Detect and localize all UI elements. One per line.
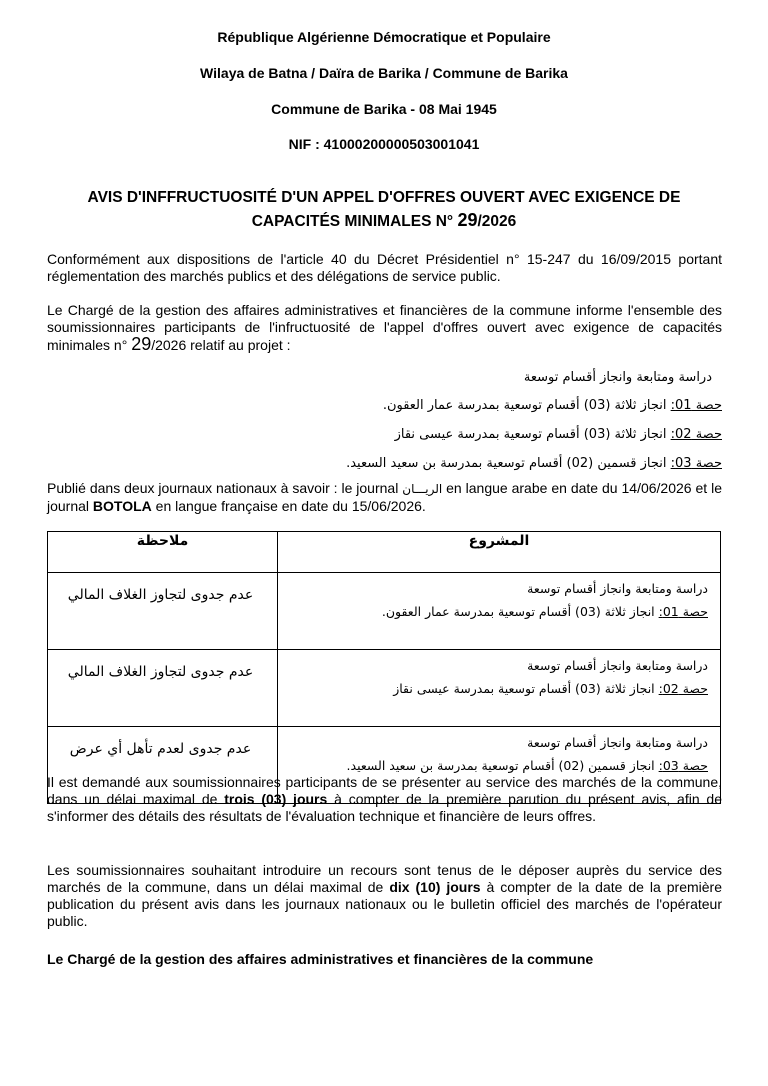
- project-cell: [278, 650, 721, 727]
- lot-description: انجاز قسمين (02) أقسام توسعية بمدرسة بن سعيد السعيد.: [346, 456, 671, 471]
- row-lot-text: انجاز قسمين (02) أقسام توسعية بمدرسة بن سعيد السعيد.: [346, 758, 659, 773]
- row-lot-text: انجاز ثلاثة (03) أقسام توسعية بمدرسة عمار العقون.: [381, 604, 659, 619]
- legal-reference-paragraph: Conformément aux dispositions de l'article 40 du Décret Présidentiel n° 15-247 du 16/09/2015 portant réglementation des marchés publics et des délégations de service public.: [47, 251, 722, 284]
- row-project-title: دراسة ومتابعة وانجاز أقسام توسعة: [527, 658, 708, 673]
- header-nif: NIF : 41000200000503001041: [288, 136, 480, 152]
- header-note: ملاحظة: [48, 532, 278, 573]
- journal-arabic-name: الريـــان: [402, 482, 443, 496]
- publication-text-a: Publié dans deux journaux nationaux à savoir : le journal: [47, 480, 403, 496]
- announcement-paragraph: [47, 302, 722, 354]
- row-lot: [282, 677, 708, 700]
- appeal-text-b: à compter de la date de la première publication du présent avis dans les journaux nationaux ou le bulletin officiel des marchés de l'opérateur public.: [47, 879, 723, 929]
- row-lot-text: انجاز ثلاثة (03) أقسام توسعية بمدرسة عيسى نقاز: [393, 681, 659, 696]
- signature-line: Le Chargé de la gestion des affaires administratives et financières de la commune: [47, 951, 594, 967]
- project-lot-2: [395, 427, 722, 442]
- notice-title-prefix: CAPACITÉS MINIMALES N°: [251, 213, 458, 230]
- project-title: دراسة ومتابعة وانجاز أقسام توسعة: [523, 370, 712, 385]
- appeal-deadline: dix (10) jours: [389, 879, 481, 895]
- appeal-paragraph: [47, 862, 722, 930]
- header-commune: Commune de Barika - 08 Mai 1945: [271, 101, 497, 117]
- notice-title-line2: [40, 209, 728, 233]
- lot-label: حصة 01:: [670, 398, 722, 413]
- journal-french-name: BOTOLA: [92, 498, 152, 514]
- project-cell: [278, 573, 721, 650]
- lot-label: حصة 03:: [670, 456, 722, 471]
- row-lot: [282, 600, 708, 623]
- lot-description: انجاز ثلاثة (03) أقسام توسعية بمدرسة عيسى نقاز: [394, 427, 671, 442]
- announcement-text-a: Le Chargé de la gestion des affaires administratives et financières de la commune informe l'ensemble des soumissionnaires participants de l'infructuosité de l'appel d'offres ouvert avec exigence de capacités minimales n°: [47, 302, 722, 353]
- table-row: [48, 650, 721, 727]
- row-lot-label: حصة 03:: [658, 758, 708, 773]
- note-cell: عدم جدوى لعدم تأهل أي عرض: [48, 727, 278, 804]
- project-lot-3: [346, 456, 722, 471]
- results-table: [47, 531, 721, 804]
- header-wilaya: Wilaya de Batna / Daïra de Barika / Commune de Barika: [200, 65, 568, 81]
- info-paragraph: [47, 774, 722, 825]
- publication-text-c: en langue française en date du 15/06/2026.: [151, 498, 426, 514]
- info-text-a: Il est demandé aux soumissionnaires participants de se présenter au service des marchés de la commune, dans un délai maximal de: [47, 774, 722, 807]
- row-lot-label: حصة 02:: [658, 681, 708, 696]
- notice-number: 29: [457, 210, 478, 230]
- announcement-text-b: /2026 relatif au projet :: [151, 337, 291, 353]
- notice-title: [40, 187, 728, 233]
- note-cell: عدم جدوى لتجاوز الغلاف المالي: [48, 650, 278, 727]
- announcement-number: 29: [131, 334, 152, 354]
- table-header-row: [48, 532, 721, 573]
- row-lot-label: حصة 01:: [658, 604, 708, 619]
- notice-year: /2026: [477, 213, 517, 230]
- publication-paragraph: [47, 480, 722, 515]
- row-project-title: دراسة ومتابعة وانجاز أقسام توسعة: [527, 581, 708, 596]
- lot-description: انجاز ثلاثة (03) أقسام توسعية بمدرسة عمار العقون.: [382, 398, 671, 413]
- appeal-text-a: Les soumissionnaires souhaitant introduire un recours sont tenus de le déposer auprès du service des marchés de la commune, dans un délai maximal de: [47, 862, 722, 895]
- project-lot-1: [383, 398, 722, 413]
- lot-label: حصة 02:: [670, 427, 722, 442]
- table-row: [48, 573, 721, 650]
- publication-text-b: en langue arabe en date du 14/06/2026 et le journal: [47, 480, 722, 514]
- info-deadline: trois (03) jours: [224, 791, 328, 807]
- row-project-title: دراسة ومتابعة وانجاز أقسام توسعة: [527, 735, 708, 750]
- header-republic: République Algérienne Démocratique et Populaire: [217, 29, 551, 45]
- header-project: المشروع: [278, 532, 721, 573]
- notice-title-line1: AVIS D'INFFRUCTUOSITÉ D'UN APPEL D'OFFRES OUVERT AVEC EXIGENCE DE: [87, 189, 681, 206]
- note-cell: عدم جدوى لتجاوز الغلاف المالي: [48, 573, 278, 650]
- info-text-b: à compter de la première parution du présent avis, afin de s'informer des détails des résultats de l'évaluation technique et financière de leurs offres.: [47, 791, 722, 824]
